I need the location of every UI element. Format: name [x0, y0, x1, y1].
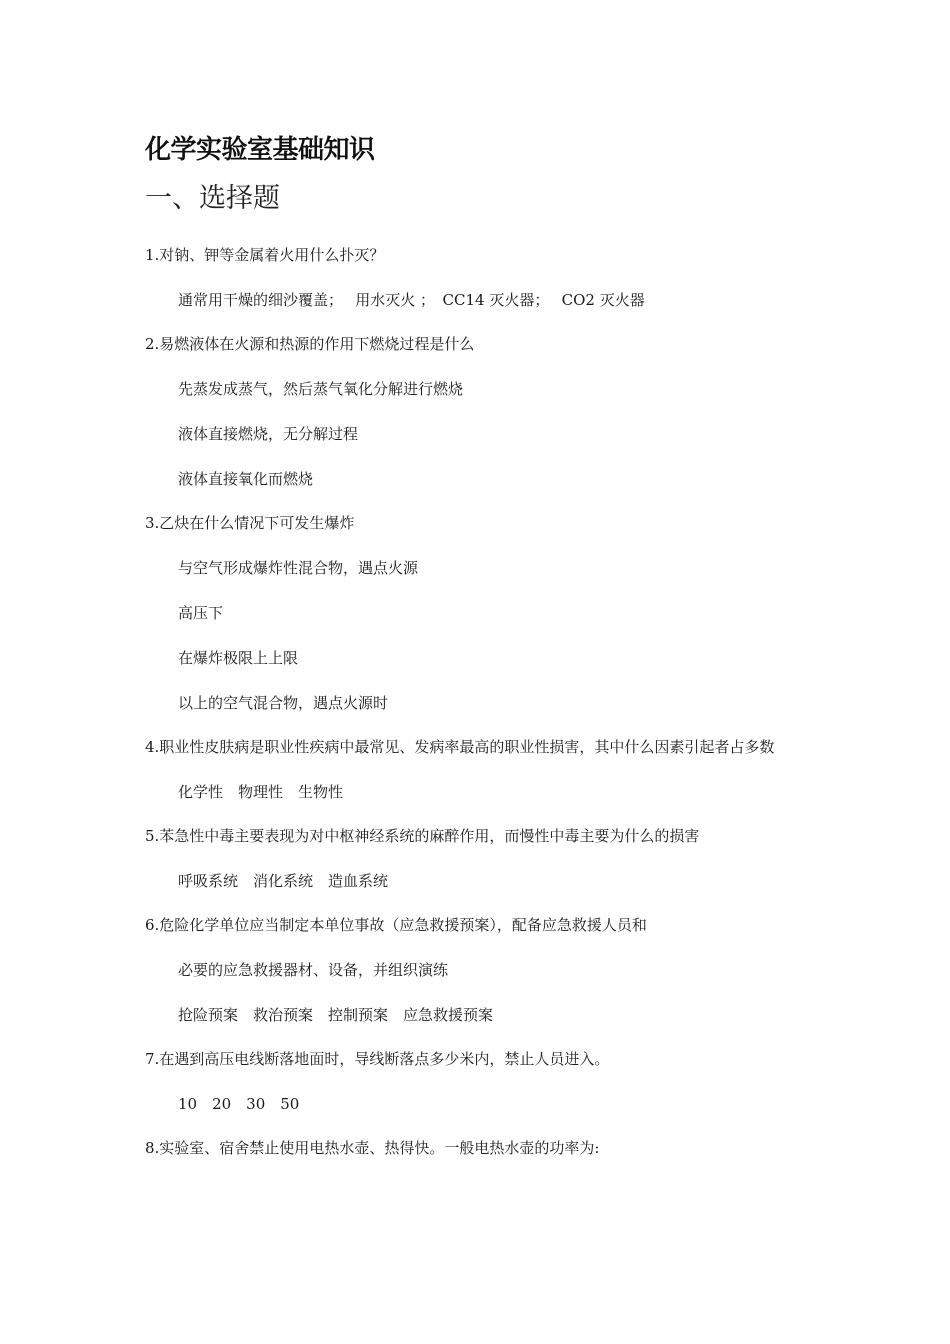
question-item: [145, 333, 805, 490]
question-text: 3.乙炔在什么情况下可发生爆炸: [145, 514, 355, 532]
question-item: [145, 1137, 805, 1159]
question-list: [145, 244, 805, 1159]
question-item: [145, 244, 805, 311]
answer-option: 与空气形成爆炸性混合物，遇点火源: [178, 559, 419, 577]
answer-option: 必要的应急救援器材、设备，并组织演练: [178, 961, 449, 979]
question-text: 7.在遇到高压电线断落地面时，导线断落点多少米内，禁止人员进入。: [145, 1050, 610, 1068]
answer-option: 抢险预案 救治预案 控制预案 应急救援预案: [178, 1006, 494, 1024]
question-text: 8.实验室、宿舍禁止使用电热水壶、热得快。一般电热水壶的功率为:: [145, 1139, 600, 1157]
answer-option: 液体直接氧化而燃烧: [178, 470, 314, 488]
answer-option: 以上的空气混合物，遇点火源时: [178, 694, 389, 712]
section-title: 一、选择题: [145, 183, 280, 214]
answer-option: 液体直接燃烧，无分解过程: [178, 425, 359, 443]
question-text: 5.苯急性中毒主要表现为对中枢神经系统的麻醉作用，而慢性中毒主要为什么的损害: [145, 827, 700, 845]
question-item: [145, 1048, 805, 1115]
answer-option: 通常用干燥的细沙覆盖； 用水灭火 ； CC14 灭火器； CO2 灭火器: [178, 291, 645, 309]
question-item: [145, 512, 805, 714]
answer-option: 在爆炸极限上上限: [178, 649, 299, 667]
question-item: [145, 825, 805, 892]
answer-option: 10 20 30 50: [178, 1095, 300, 1113]
document-title: 化学实验室基础知识: [145, 135, 375, 165]
question-item: [145, 736, 805, 803]
question-text: 1.对钠、钾等金属着火用什么扑灭？: [145, 246, 385, 264]
question-text: 6.危险化学单位应当制定本单位事故（应急救援预案），配备应急救援人员和: [145, 916, 647, 934]
answer-option: 高压下: [178, 604, 224, 622]
answer-option: 先蒸发成蒸气，然后蒸气氧化分解进行燃烧: [178, 380, 464, 398]
question-text: 2.易燃液体在火源和热源的作用下燃烧过程是什么: [145, 335, 475, 353]
document-content: [145, 133, 805, 1159]
question-text: 4.职业性皮肤病是职业性疾病中最常见、发病率最高的职业性损害，其中什么因素引起者占多数: [145, 738, 775, 756]
answer-option: 化学性 物理性 生物性: [178, 783, 344, 801]
answer-option: 呼吸系统 消化系统 造血系统: [178, 872, 389, 890]
question-item: [145, 914, 805, 1026]
